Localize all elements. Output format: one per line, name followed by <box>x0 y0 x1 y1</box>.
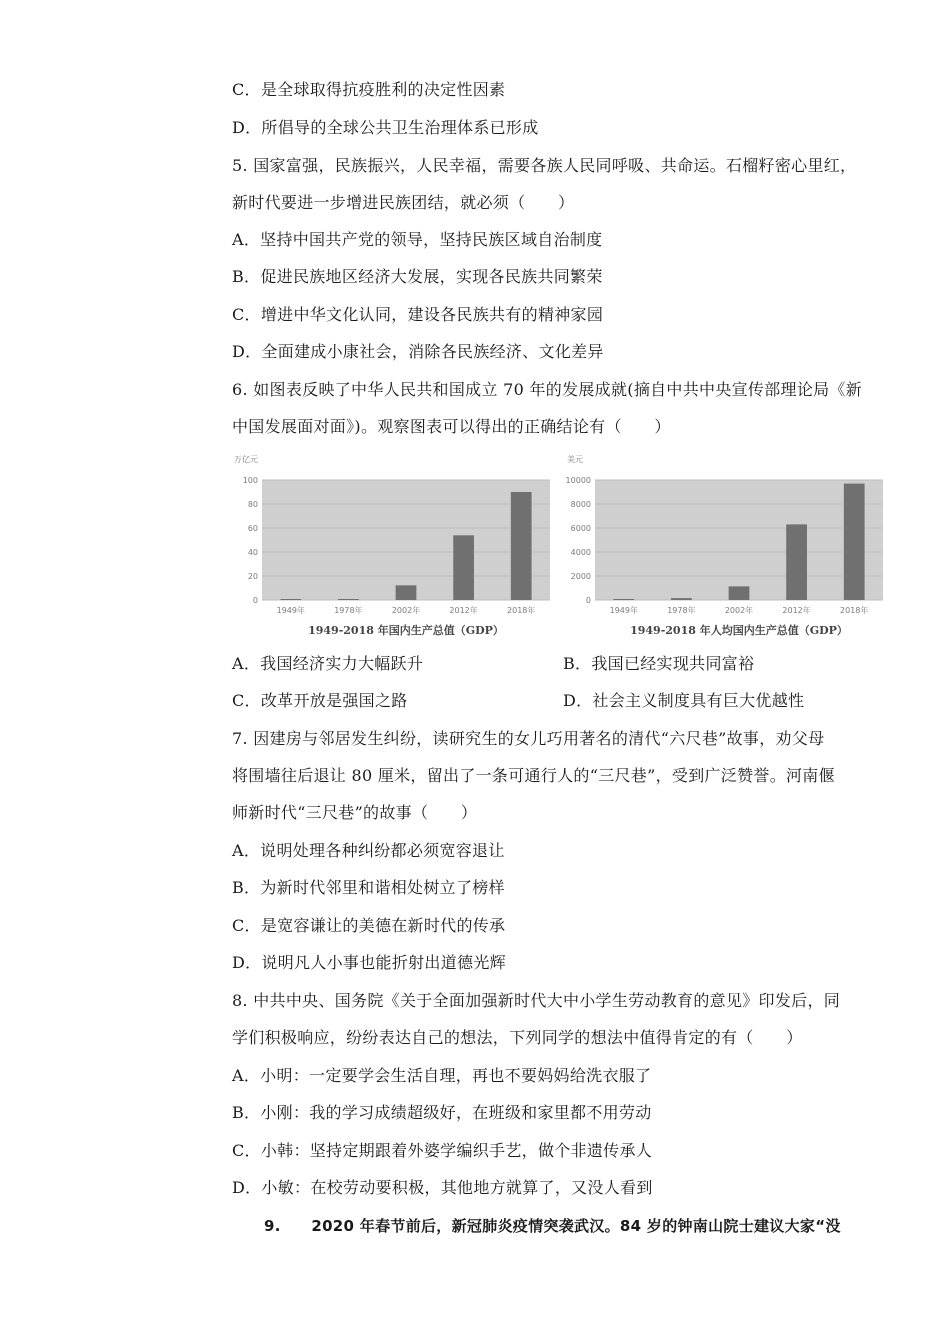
y-tick-label: 2000 <box>570 572 591 581</box>
q8-option-b: B．小刚：我的学习成绩超级好，在班级和家里都不用劳动 <box>232 1103 652 1122</box>
y-tick-label: 0 <box>252 596 258 605</box>
gdp-chart <box>232 452 552 642</box>
q5-stem-line-2: 新时代要进一步增进民族团结，就必须（ ） <box>232 193 575 212</box>
x-tick-label: 2012年 <box>782 606 811 615</box>
chart-title: 1949-2018 年国内生产总值（GDP） <box>308 624 504 637</box>
q6-stem-line-2: 中国发展面对面》)。观察图表可以得出的正确结论有（ ） <box>232 417 671 436</box>
y-tick-label: 20 <box>247 572 258 581</box>
bar <box>338 599 359 600</box>
plot-area <box>595 480 883 600</box>
x-tick-label: 2012年 <box>449 606 478 615</box>
q5-stem-line-1: 5. 国家富强，民族振兴，人民幸福，需要各族人民同呼吸、共命运。石榴籽密心里红， <box>232 156 857 175</box>
q7-stem-line-2: 将围墙往后退让 80 厘米，留出了一条可通行人的“三尺巷”，受到广泛赞誉。河南偃 <box>232 766 835 785</box>
bar <box>280 599 301 600</box>
bar <box>613 599 634 600</box>
x-tick-label: 2002年 <box>391 606 421 615</box>
bar <box>786 524 807 600</box>
y-tick-label: 100 <box>242 476 258 485</box>
q6-option-d: D．社会主义制度具有巨大优越性 <box>563 691 805 710</box>
y-tick-label: 40 <box>247 548 258 557</box>
bar <box>844 484 865 600</box>
q7-stem-line-3: 师新时代“三尺巷”的故事（ ） <box>232 803 478 822</box>
q4-option-c: C．是全球取得抗疫胜利的决定性因素 <box>232 80 506 99</box>
bar <box>453 535 474 600</box>
q8-stem-line-2: 学们积极响应，纷纷表达自己的想法，下列同学的想法中值得肯定的有（ ） <box>232 1028 803 1047</box>
x-tick-label: 2018年 <box>840 606 869 615</box>
y-tick-label: 6000 <box>570 524 591 533</box>
x-tick-label: 1978年 <box>334 606 363 615</box>
bar <box>511 492 532 600</box>
y-axis-unit: 万亿元 <box>234 455 258 464</box>
y-tick-label: 4000 <box>570 548 591 557</box>
x-tick-label: 1949年 <box>276 606 305 615</box>
q5-option-b: B．促进民族地区经济大发展，实现各民族共同繁荣 <box>232 267 603 286</box>
per-capita-gdp-chart <box>565 452 885 642</box>
bar <box>671 598 692 600</box>
x-tick-label: 2018年 <box>507 606 536 615</box>
q5-option-a: A．坚持中国共产党的领导，坚持民族区域自治制度 <box>232 230 603 249</box>
q5-option-c: C．增进中华文化认同，建设各民族共有的精神家园 <box>232 305 604 324</box>
y-tick-label: 0 <box>585 596 591 605</box>
y-tick-label: 8000 <box>570 500 591 509</box>
q7-stem-line-1: 7. 因建房与邻居发生纠纷，读研究生的女儿巧用著名的清代“六尺巷”故事，劝父母 <box>232 729 825 748</box>
q7-option-c: C．是宽容谦让的美德在新时代的传承 <box>232 916 506 935</box>
q8-option-d: D．小敏：在校劳动要积极，其他地方就算了，又没人看到 <box>232 1178 653 1197</box>
y-tick-label: 80 <box>247 500 258 509</box>
q6-option-a: A．我国经济实力大幅跃升 <box>232 654 424 673</box>
x-tick-label: 2002年 <box>724 606 754 615</box>
plot-area <box>262 480 550 600</box>
q8-stem-line-1: 8. 中共中央、国务院《关于全面加强新时代大中小学生劳动教育的意见》印发后，同 <box>232 991 841 1010</box>
q4-option-d: D．所倡导的全球公共卫生治理体系已形成 <box>232 118 539 137</box>
q9-stem-line-1: 9. 2020 年春节前后，新冠肺炎疫情突袭武汉。84 岁的钟南山院士建议大家“没 <box>264 1217 841 1235</box>
chart-title: 1949-2018 年人均国内生产总值（GDP） <box>630 624 848 637</box>
y-tick-label: 10000 <box>565 476 591 485</box>
q6-stem-line-1: 6. 如图表反映了中华人民共和国成立 70 年的发展成就(摘自中共中央宣传部理论局《新 <box>232 380 863 399</box>
q6-option-b: B．我国已经实现共同富裕 <box>563 654 755 673</box>
q8-option-c: C．小韩：坚持定期跟着外婆学编织手艺，做个非遗传承人 <box>232 1141 653 1160</box>
x-tick-label: 1978年 <box>667 606 696 615</box>
q5-option-d: D．全面建成小康社会，消除各民族经济、文化差异 <box>232 342 604 361</box>
q7-option-d: D．说明凡人小事也能折射出道德光辉 <box>232 953 506 972</box>
q8-option-a: A．小明：一定要学会生活自理，再也不要妈妈给洗衣服了 <box>232 1066 652 1085</box>
bar <box>729 586 750 600</box>
y-tick-label: 60 <box>247 524 258 533</box>
bar <box>396 585 417 600</box>
y-axis-unit: 美元 <box>567 455 583 464</box>
q6-option-c: C．改革开放是强国之路 <box>232 691 408 710</box>
q7-option-b: B．为新时代邻里和谐相处树立了榜样 <box>232 878 505 897</box>
x-tick-label: 1949年 <box>609 606 638 615</box>
q7-option-a: A．说明处理各种纠纷都必须宽容退让 <box>232 841 505 860</box>
